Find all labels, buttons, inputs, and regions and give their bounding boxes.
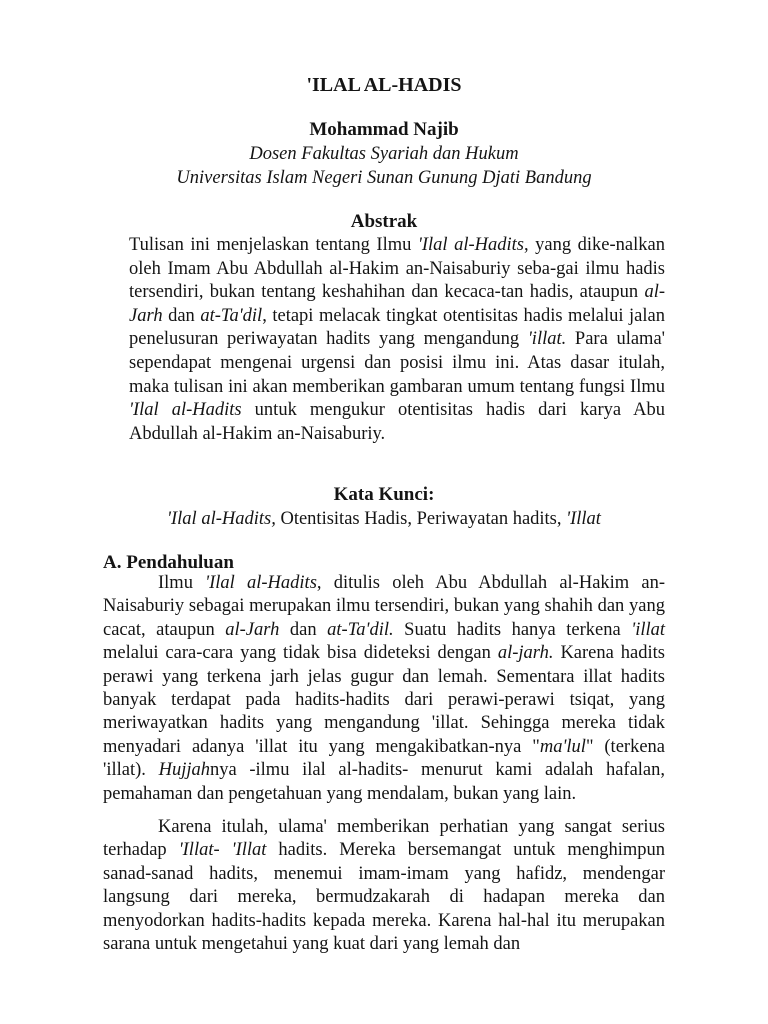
keyword-term: 'Ilal al-Hadits, (167, 509, 276, 529)
body-text: Suatu hadits hanya terkena (393, 619, 632, 640)
abstract-text: Tulisan ini menjelaskan tentang Ilmu (129, 235, 418, 255)
keyword-term: 'Illat (566, 509, 601, 529)
abstract-paragraph (129, 234, 665, 446)
body-text: dan (279, 619, 328, 640)
section-body (103, 572, 665, 967)
section-heading: A. Pendahuluan (103, 552, 234, 573)
body-text: Karena hadits perawi yang terkena jarh jelas gugur dan lemah. Sementara illat hadits banyak terdapat pada hadits-hadits dari perawi-perawi tsiqat, yang meriwayatkan hadits yang mengandung 'illat. Sehingga mereka tidak menyadari adanya 'illat itu yang mengakibatkan-nya " (103, 643, 665, 757)
abstract-term: 'Ilal al-Hadits (129, 400, 242, 421)
body-text: nya -ilmu ilal al-hadits- menurut kami adalah hafalan, pemahaman dan pengetahuan yang mendalam, bukan yang lain. (103, 760, 666, 804)
body-paragraph (103, 572, 665, 806)
author-affiliation-university: Universitas Islam Negeri Sunan Gunung Djati Bandung (176, 168, 592, 188)
abstract-text: Para ulama' sependapat mengenai urgensi dan posisi ilmu ini. Atas dasar itulah, maka tulisan ini akan memberikan gambaran umum tentang fungsi Ilmu (129, 329, 665, 397)
author-affiliation-faculty: Dosen Fakultas Syariah dan Hukum (249, 144, 519, 164)
abstract-term: al-Jarh (129, 282, 665, 326)
body-text: Karena itulah, ulama' memberikan perhatian yang sangat serius terhadap (103, 817, 665, 861)
body-text: Ilmu (158, 573, 206, 593)
keywords-heading: Kata Kunci: (333, 484, 435, 505)
abstract-text: untuk mengukur otentisitas hadis dari karya Abu Abdullah al-Hakim an-Naisaburiy. (129, 400, 665, 444)
body-term: 'Ilal al-Hadits (205, 573, 317, 593)
abstract-heading: Abstrak (350, 211, 418, 232)
body-text: " (terkena 'illat). (103, 736, 665, 781)
abstract-text: , yang dike-nalkan oleh Imam Abu Abdullah al-Hakim an-Naisaburiy seba-gai ilmu hadis tersendiri, bukan tentang keshahihan dan kecaca-tan hadis, ataupun (129, 235, 665, 303)
body-term: al-jarh. (497, 643, 554, 664)
keyword-text: Otentisitas Hadis, Periwayatan hadits, (275, 509, 567, 529)
body-paragraph (103, 816, 665, 956)
body-term: 'Illat- 'Illat (178, 840, 267, 861)
body-term: at-Ta'dil. (327, 619, 394, 640)
body-text: melalui cara-cara yang tidak bisa dideteksi dengan (103, 643, 498, 664)
body-text: hadits. Mereka bersemangat untuk menghimpun sanad-sanad hadits, menemui imam-imam yang hafidz, mendengar langsung dari mereka, bermudzakarah di hadapan mereka dan menyodorkan hadits-hadits kepada mereka. Karena hal-hal itu merupakan sarana untuk mengetahui yang kuat dari yang lemah dan (103, 840, 665, 955)
keywords-list (0, 507, 768, 531)
body-text: , ditulis oleh Abu Abdullah al-Hakim an-Naisaburiy sebagai merupakan ilmu tersendiri, bukan yang shahih dan yang cacat, ataupun (103, 573, 666, 640)
abstract-term: 'Ilal al-Hadits (417, 235, 524, 255)
abstract-term: 'illat. (527, 329, 567, 350)
body-term: al-Jarh (225, 619, 280, 640)
body-term: Hujjah (158, 760, 210, 781)
body-term: ma'lul (539, 736, 586, 757)
paper-title: 'ILAL AL-HADIS (306, 74, 462, 96)
abstract-text: dan (162, 305, 201, 326)
abstract-term: at-Ta'dil (200, 305, 263, 326)
body-term: 'illat (631, 619, 666, 640)
author-name: Mohammad Najib (309, 119, 459, 140)
abstract-text: , tetapi melacak tingkat otentisitas hadis melalui jalan penelusuran periwayatan hadits yang mengandung (129, 305, 665, 350)
